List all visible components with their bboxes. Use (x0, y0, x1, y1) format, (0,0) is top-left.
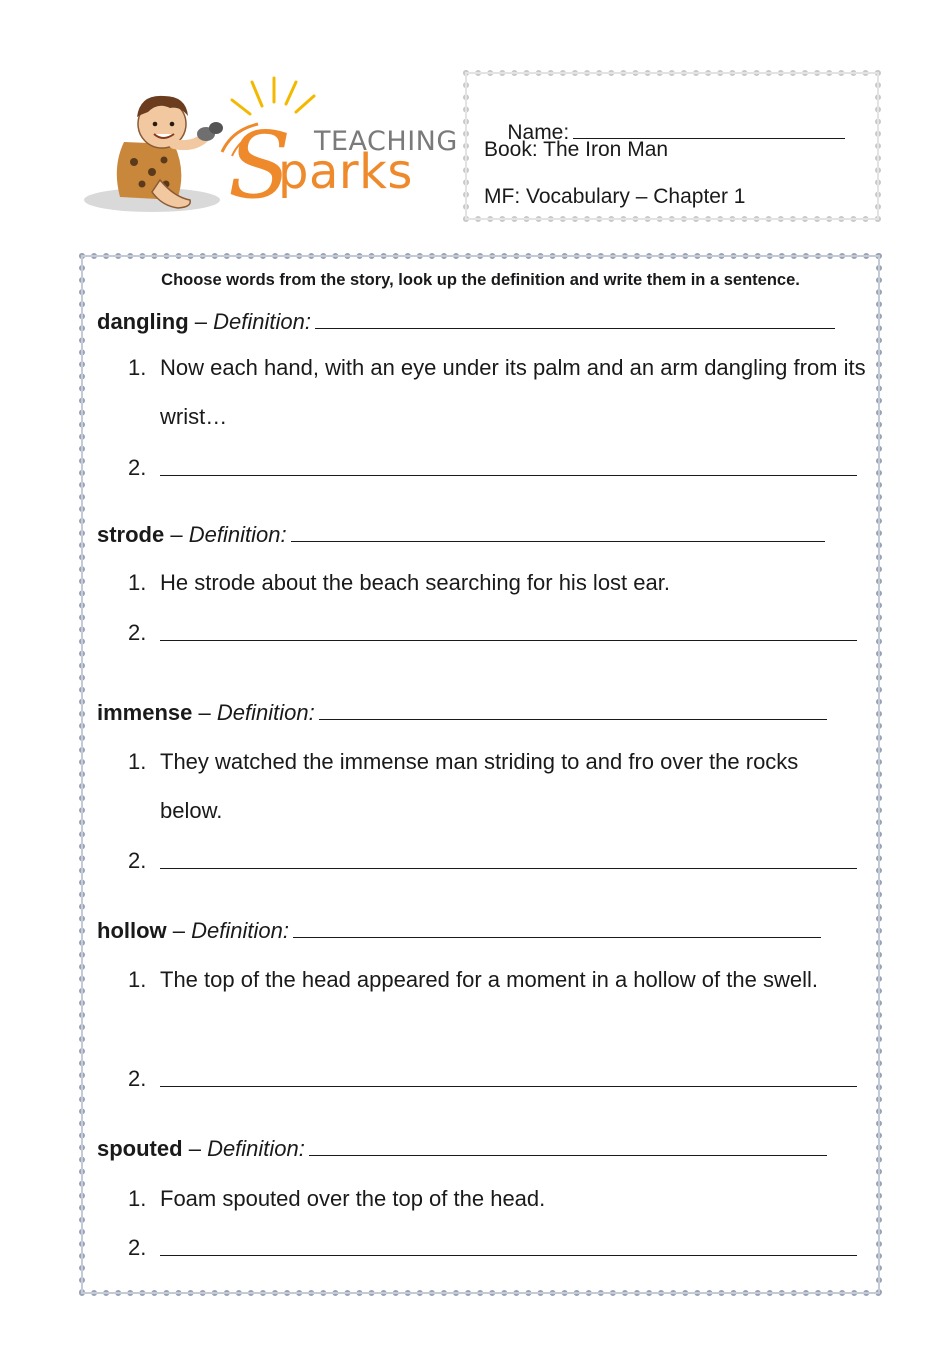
own-sentence-field[interactable] (160, 640, 857, 641)
logo-sparks-initial: S (228, 112, 292, 219)
definition-label: Definition: (207, 1136, 305, 1161)
logo-teaching-text: TEACHING (314, 126, 458, 157)
item-number: 2. (128, 1066, 147, 1091)
vocab-word-row (97, 309, 835, 335)
example-sentence: Now each hand, with an eye under its palm and an arm dangling from its wrist… (160, 355, 866, 429)
item-number: 1. (128, 570, 147, 595)
teaching-sparks-logo (82, 72, 458, 222)
name-label: Name: (507, 121, 570, 144)
student-info-box (463, 70, 881, 222)
example-sentence: Foam spouted over the top of the head. (160, 1186, 546, 1211)
definition-field[interactable] (293, 918, 821, 938)
example-sentence: The top of the head appeared for a moment in a hollow of the swell. (160, 967, 818, 992)
dash: – (194, 309, 208, 334)
vocab-word: immense (97, 700, 193, 725)
definition-label: Definition: (188, 522, 287, 547)
definition-field[interactable] (319, 700, 827, 720)
vocab-word-row (97, 1136, 827, 1162)
vocab-word: strode (97, 522, 165, 547)
definition-label: Definition: (216, 700, 315, 725)
name-row (484, 88, 875, 144)
definition-field[interactable] (291, 522, 825, 542)
item-number: 1. (128, 1186, 147, 1211)
item-number: 1. (128, 967, 147, 992)
item-number: 1. (128, 355, 147, 380)
item-number: 2. (128, 455, 147, 480)
item-number: 2. (128, 620, 147, 645)
example-sentence: They watched the immense man striding to and fro over the rocks below. (160, 749, 799, 823)
dash: – (198, 700, 211, 725)
definition-label: Definition: (191, 918, 289, 943)
vocab-word-row (97, 918, 821, 944)
dash: – (188, 1136, 201, 1161)
item-number: 2. (128, 848, 147, 873)
own-sentence-field[interactable] (160, 1255, 857, 1256)
own-sentence-field[interactable] (160, 475, 857, 476)
book-line: Book: The Iron Man (484, 138, 669, 161)
vocabulary-worksheet (79, 253, 882, 1296)
definition-field[interactable] (315, 309, 835, 329)
instructions: Choose words from the story, look up the definition and write them in a sentence. (161, 271, 800, 289)
vocab-word-row (97, 522, 825, 548)
dash: – (172, 918, 186, 943)
vocab-word-row (97, 700, 827, 726)
vocab-word: dangling (97, 309, 189, 334)
vocab-word: spouted (97, 1136, 183, 1161)
logo-sparks-text: parks (278, 144, 413, 200)
dash: – (170, 522, 183, 547)
vocab-word: hollow (97, 918, 167, 943)
definition-field[interactable] (309, 1136, 827, 1156)
item-number: 2. (128, 1235, 147, 1260)
own-sentence-field[interactable] (160, 868, 857, 869)
definition-label: Definition: (213, 309, 311, 334)
item-number: 1. (128, 749, 147, 774)
mf-line: MF: Vocabulary – Chapter 1 (484, 185, 746, 208)
example-sentence: He strode about the beach searching for his lost ear. (160, 570, 670, 595)
own-sentence-field[interactable] (160, 1086, 857, 1087)
